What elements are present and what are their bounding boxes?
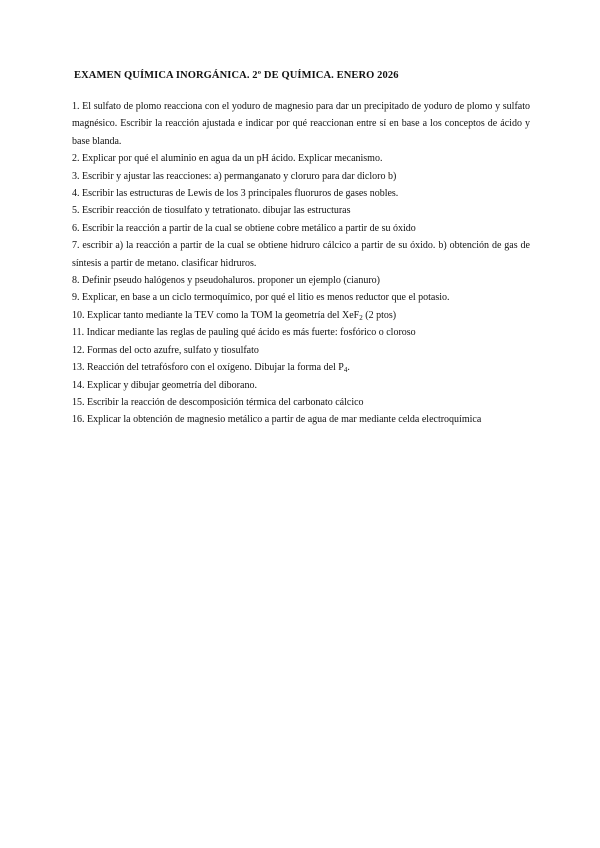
question-item: 6. Escribir la reacción a partir de la cual se obtiene cobre metálico a partir de su óxido: [72, 222, 416, 234]
subscript: 2: [359, 313, 363, 322]
question-text: (2 ptos): [362, 309, 397, 321]
question-item: 12. Formas del octo azufre, sulfato y tiosulfato: [72, 344, 259, 356]
question-item: 16. Explicar la obtención de magnesio metálico a partir de agua de mar mediante celda electroquímica: [72, 414, 482, 426]
question-list: [72, 98, 530, 429]
question-item: 7. escribir a) la reacción a partir de la cual se obtiene hidruro cálcico a partir de su óxido. b) obtención de gas de síntesis a partir de metano. clasificar hidruros.: [72, 240, 530, 269]
question-item: 2. Explicar por qué el aluminio en agua da un pH ácido. Explicar mecanismo.: [72, 153, 383, 165]
question-item: [72, 359, 530, 376]
question-item: 9. Explicar, en base a un ciclo termoquímico, por qué el litio es menos reductor que el potasio.: [72, 292, 450, 304]
question-item: 5. Escribir reacción de tiosulfato y tetrationato. dibujar las estructuras: [72, 205, 351, 217]
question-item: 11. Indicar mediante las reglas de pauling qué ácido es más fuerte: fosfórico o cloroso: [72, 327, 416, 339]
question-item: 8. Definir pseudo halógenos y pseudohaluros. proponer un ejemplo (cianuro): [72, 275, 380, 287]
question-text: .: [347, 362, 350, 374]
question-item: 3. Escribir y ajustar las reacciones: a) permanganato y cloruro para dar dicloro b): [72, 170, 397, 182]
subscript: 4: [343, 366, 348, 375]
question-item: 14. Explicar y dibujar geometría del diborano.: [72, 379, 257, 391]
question-item: 4. Escribir las estructuras de Lewis de los 3 principales fluoruros de gases nobles.: [72, 188, 399, 200]
exam-title: EXAMEN QUÍMICA INORGÁNICA. 2º DE QUÍMICA. ENERO 2026: [74, 70, 399, 81]
question-text: 13. Reacción del tetrafósforo con el oxígeno. Dibujar la forma del P: [72, 362, 344, 374]
question-item: 15. Escribir la reacción de descomposición térmica del carbonato cálcico: [72, 396, 364, 408]
question-text: 10. Explicar tanto mediante la TEV como la TOM la geometría del XeF: [72, 309, 360, 321]
question-item: [72, 307, 530, 324]
question-item: 1. El sulfato de plomo reacciona con el yoduro de magnesio para dar un precipitado de yoduro de plomo y sulfato magnésico. Escribir la reacción ajustada e indicar por qué reaccionan entre sí en base a los conceptos de ácido y base blanda.: [72, 101, 530, 147]
